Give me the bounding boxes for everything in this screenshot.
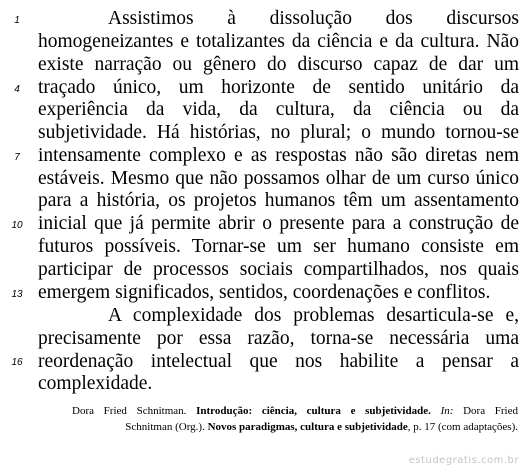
line-number: 13	[11, 289, 23, 300]
line-number: 1	[14, 15, 20, 26]
citation-editor: Dora Fried	[463, 405, 518, 417]
text-line: experiência da vida, da cultura, da ciência ou da	[38, 99, 519, 120]
text-line: complexidade.	[38, 373, 153, 394]
text-line: homogeneizantes e totalizantes da ciência e da cultura. Não	[38, 31, 519, 52]
text-line: precisamente por essa razão, torna-se necessária uma	[38, 328, 519, 349]
text-line: existe narração ou gênero do discurso capaz de dar um	[38, 54, 519, 75]
citation-in: In:	[440, 405, 454, 417]
line-number: 7	[14, 152, 20, 163]
line-number: 16	[11, 357, 23, 368]
text-line: para a história, os projetos humanos têm um assentamento	[38, 190, 519, 211]
text-line: reordenação intelectual que nos habilite a pensar a	[38, 351, 519, 372]
citation-author: Dora Fried Schnitman.	[72, 405, 187, 417]
text-line: estáveis. Mesmo que não possamos olhar de um curso único	[38, 168, 519, 189]
citation-line-1	[72, 404, 518, 419]
citation-line-2	[72, 420, 518, 435]
text-line: futuros possíveis. Tornar-se um ser humano consiste em	[38, 236, 519, 257]
text-line: emergem significados, sentidos, coordenações e conflitos.	[38, 282, 491, 303]
line-number: 4	[14, 84, 20, 95]
text-line: Assistimos à dissolução dos discursos	[108, 8, 519, 29]
text-line: traçado único, um horizonte de sentido unitário da	[38, 77, 519, 98]
text-line: A complexidade dos problemas desarticula-se e,	[108, 305, 519, 326]
text-line: inicial que já permite abrir o presente para a construção de	[38, 213, 519, 234]
text-line: subjetividade. Há histórias, no plural; o mundo tornou-se	[38, 122, 519, 143]
line-number: 10	[11, 220, 23, 231]
citation-book: Novos paradigmas, cultura e subjetividade	[207, 421, 408, 433]
citation-editor-2: Schnitman (Org.).	[125, 421, 205, 433]
text-line: participar de processos sociais compartilhados, nos quais	[38, 259, 519, 280]
text-line: intensamente complexo e as respostas não são diretas nem	[38, 145, 519, 166]
citation-title: Introdução: ciência, cultura e subjetividade.	[196, 405, 431, 417]
watermark: estudegratis.com.br	[408, 455, 519, 466]
citation-tail: , p. 17 (com adaptações).	[407, 421, 518, 433]
